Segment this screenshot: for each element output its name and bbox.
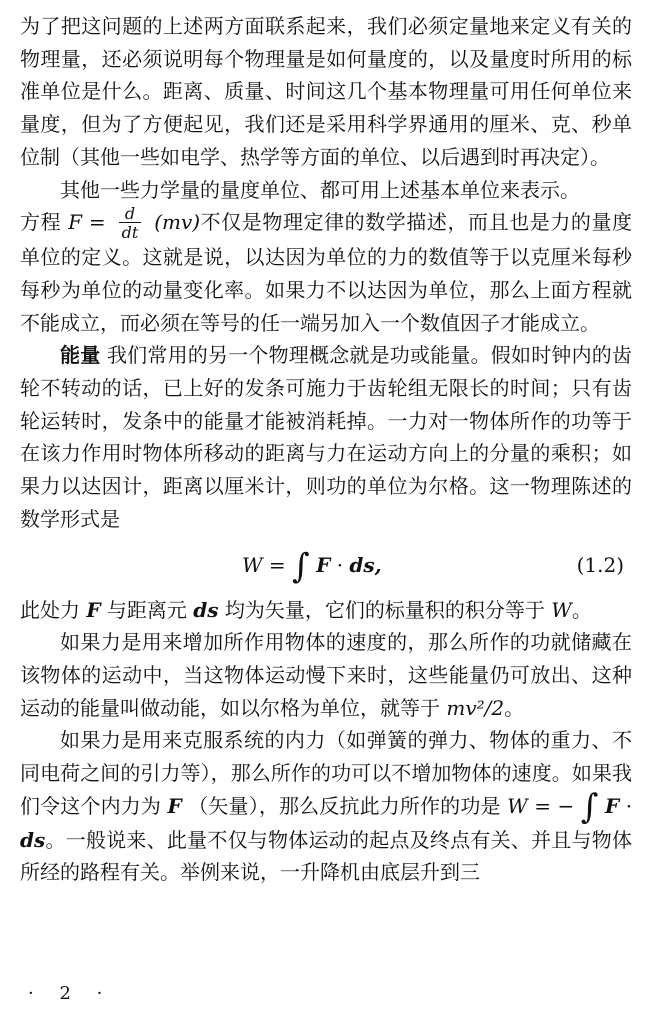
paragraph-vector-note	[20, 594, 632, 627]
page-number: · 2 ·	[28, 983, 113, 1004]
fraction-denominator: dt	[119, 222, 142, 241]
inline-force-vector: F	[605, 793, 620, 818]
energy-heading: 能量	[60, 343, 101, 368]
vector-note-force: F	[86, 597, 101, 622]
displacement-vector: ds,	[349, 552, 382, 577]
fraction-numerator: d	[124, 204, 136, 224]
energy-text: 我们常用的另一个物理概念就是功或能量。假如时钟内的齿轮不转动的话，已上好的发条可施力于齿轮组无限长的时间；只有齿轮运转时，发条中的能量才能被消耗掉。一力对一物体所作的功等于在该力作用时物体所移动的距离与力在运动方向上的分量的乘积；如果力以达因计，距离以厘米计，则功的单位为尔格。这一物理陈述的数学形式是	[20, 343, 633, 531]
paragraph-force-units	[20, 174, 632, 207]
paragraph-internal-force	[20, 724, 632, 889]
force-units-intro: 其他一些力学量的量度单位、都可用上述基本单位来表示。	[60, 177, 580, 202]
paragraph-kinetic-energy	[20, 626, 632, 724]
vector-note-ds: ds	[193, 597, 219, 622]
vector-note-b: 与距离元	[106, 597, 187, 622]
paragraph-force-equation	[20, 206, 632, 339]
momentum-term: (mv)	[154, 210, 201, 235]
minus-sign: −	[557, 793, 575, 818]
internal-force-symbol: F	[167, 793, 182, 818]
inline-dot: ·	[625, 793, 633, 818]
work-equation	[20, 536, 632, 594]
internal-force-c: 。一般说来、此量不仅与物体运动的起点及终点有关、并且与物体所经的路程有关。举例来说，一升降机由底层升到三	[20, 827, 632, 885]
work-symbol: W	[242, 552, 263, 577]
dot-product: ·	[336, 552, 344, 577]
vector-note-c: 均为矢量，它们的标量积的积分等于	[224, 597, 545, 622]
derivative-fraction	[119, 206, 142, 241]
vector-note-end: 。	[571, 597, 592, 622]
internal-force-a: 如果力是用来克服系统的内力（如弹簧的弹力、物体的重力、不同电荷之间的引力等），那么所作的功可以不增加物体的速度。如果我们令这个内力为	[20, 728, 632, 818]
equals-sign: =	[88, 210, 106, 235]
paragraph-energy	[20, 339, 632, 535]
vector-note-a: 此处力	[20, 597, 80, 622]
inline-displacement: ds	[20, 827, 46, 852]
paragraph-units	[20, 10, 632, 174]
equation-prefix: 方程	[20, 210, 62, 235]
kinetic-energy-formula: mv²/2	[446, 695, 505, 720]
equation-equals: =	[268, 552, 286, 577]
work-equation-body	[242, 536, 382, 596]
internal-work-symbol: W =	[507, 793, 551, 818]
integral-sign: ∫	[292, 546, 310, 587]
kinetic-energy-text: 如果力是用来增加所作用物体的速度的，那么所作的功就储藏在该物体的运动中，当这物体运动慢下来时，这些能量仍可放出、这种运动的能量叫做动能，如以尔格为单位，就等于	[20, 630, 632, 720]
inline-integral-sign: ∫	[580, 786, 599, 827]
internal-force-b: （矢量），那么反抗此力所作的功是	[188, 793, 501, 818]
equation-number: (1.2)	[576, 552, 624, 577]
force-vector: F	[316, 552, 331, 577]
paragraph-units-text: 为了把这问题的上述两方面联系起来，我们必须定量地来定义有关的物理量，还必须说明每个物理量是如何量度的，以及量度时所用的标准单位是什么。距离、质量、时间这几个基本物理量可用任何单位来量度，但为了方便起见，我们还是采用科学界通用的厘米、克、秒单位制（其他一些如电学、热学等方面的单位、以后遇到时再决定）。	[20, 14, 632, 169]
force-definition-text: 不仅是物理定律的数学描述，而且也是力的量度单位的定义。这就是说，以达因为单位的力的数值等于以克厘米每秒每秒为单位的动量变化率。如果力不以达因为单位，那么上面方程就不能成立，而必须在等号的任一端另加入一个数值因子才能成立。	[20, 210, 633, 335]
force-symbol: F	[68, 210, 82, 235]
vector-note-work: W	[551, 597, 572, 622]
kinetic-energy-end: 。	[504, 695, 525, 720]
